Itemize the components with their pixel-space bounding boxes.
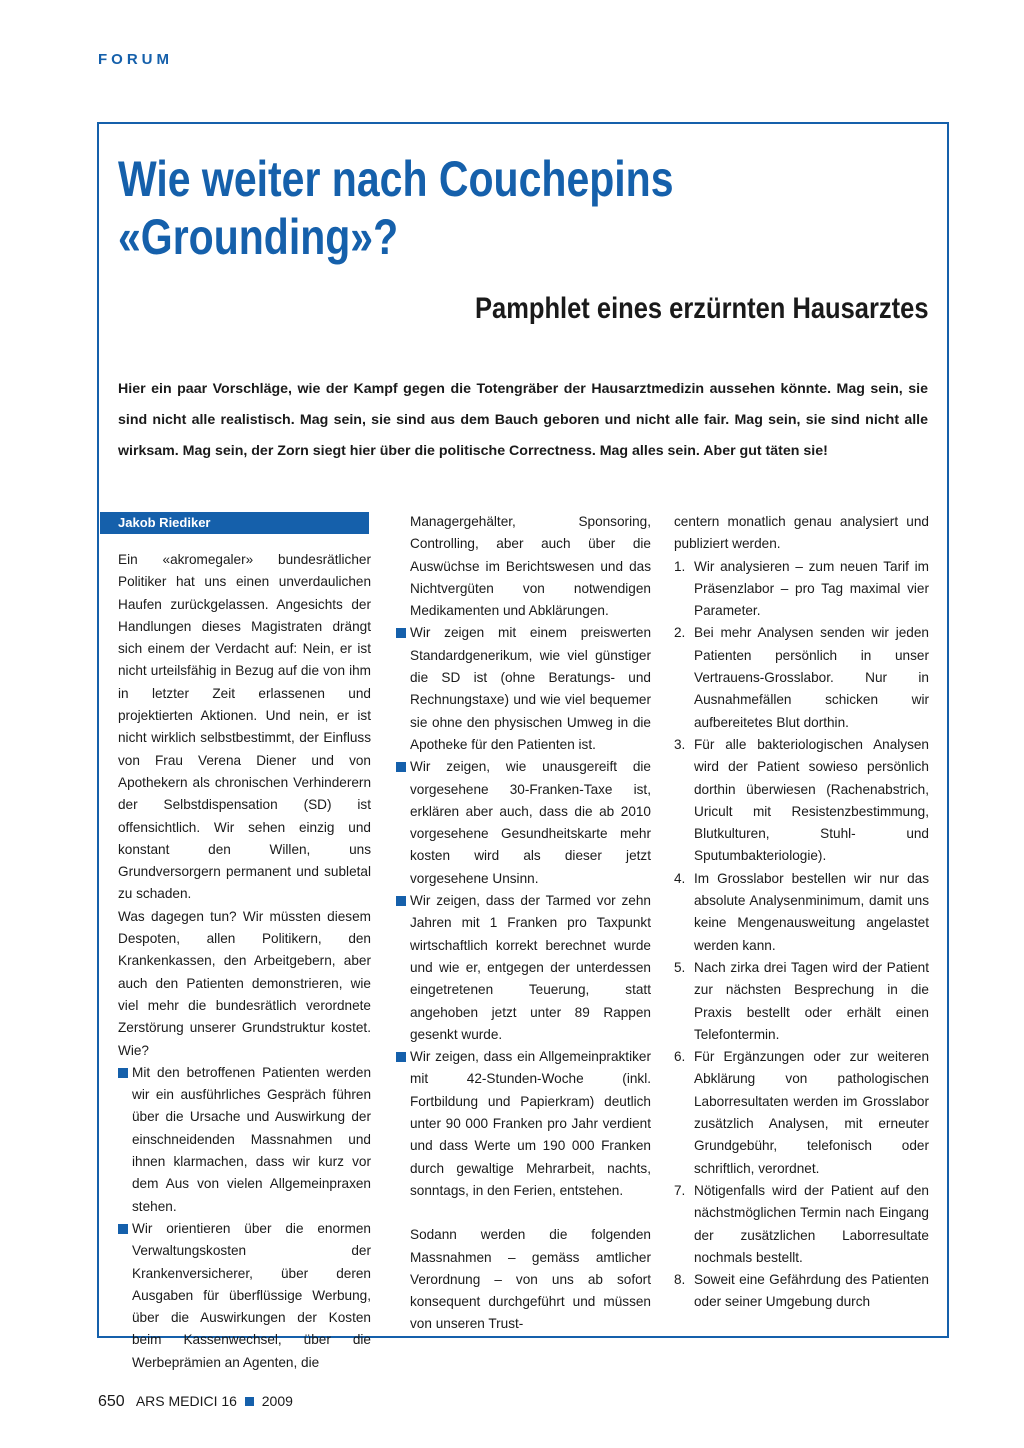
item-number: 4. (674, 870, 686, 886)
journal-name: ARS MEDICI 16 (135, 1393, 237, 1409)
item-text: Bei mehr Analysen senden wir jeden Patienten persönlich in unser Vertrauens-Grosslabor. Nur in Ausnahmefällen schicken wir aufbereitetes Blut dorthin. (694, 625, 929, 730)
column-3 (674, 511, 929, 1314)
column-2 (410, 511, 651, 1336)
numbered-item (674, 1269, 929, 1314)
bullet-text: Wir orientieren über die enormen Verwaltungskosten der Krankenversicherer, über deren Ausgaben für überflüssige Werbung, über die Auswirkungen der Kosten beim Kassenwechsel, über die Werbeprämien an Agenten, die (132, 1220, 371, 1370)
column-1 (118, 549, 371, 1374)
article-subtitle: Pamphlet eines erzürnten Hausarztes (475, 292, 929, 325)
item-number: 6. (674, 1049, 686, 1065)
numbered-item (674, 1046, 929, 1180)
bullet-text: Wir zeigen, dass ein Allgemeinpraktiker mit 42-Stunden-Woche (inkl. Fortbildung und Papierkram) deutlich unter 90 000 Franken pro Jahr verdient und dass Werte um 190 000 Franken durch gewaltige Mehrarbeit, nachts, sonntags, in den Ferien, entstehen. (410, 1049, 651, 1198)
bullet-square-icon (396, 628, 406, 638)
item-number: 1. (674, 558, 686, 574)
item-number: 5. (674, 959, 686, 975)
item-text: Soweit eine Gefährdung des Patienten oder seiner Umgebung durch (694, 1272, 929, 1310)
section-label: FORUM (98, 51, 173, 68)
numbered-item (674, 556, 929, 623)
item-text: Wir analysieren – zum neuen Tarif im Präsenzlabor – pro Tag maximal vier Parameter. (694, 558, 929, 619)
bullet-item (118, 1218, 371, 1374)
paragraph: Was dagegen tun? Wir müssten diesem Despoten, allen Politikern, den Krankenkassen, den Arbeitgebern, aber auch den Patienten demonstrieren, wie viel mehr die bundesrätlich verordnete Zerstörung unserer Grundstruktur kostet. Wie? (118, 908, 371, 1058)
paragraph: Sodann werden die folgenden Massnahmen – gemäss amtlicher Verordnung – von uns ab sofort konsequent durchgeführt und müssen von unseren Trust- (410, 1227, 651, 1332)
numbered-item (674, 734, 929, 868)
journal-year: 2009 (261, 1393, 293, 1409)
article-title: Wie weiter nach Couchepins «Grounding»? (118, 151, 674, 265)
separator-square-icon (245, 1397, 254, 1406)
page-number: 650 (98, 1393, 125, 1410)
numbered-item (674, 957, 929, 1046)
bullet-item (118, 1062, 371, 1218)
bullet-square-icon (396, 762, 406, 772)
item-text: Im Grosslabor bestellen wir nur das absolute Analysenminimum, damit uns keine Mengenausweitung angelastet werden kann. (694, 870, 929, 953)
bullet-text: Mit den betroffenen Patienten werden wir ein ausführliches Gespräch führen über die Ursache und Auswirkung der einschneidenden Massnahmen und ihnen klarmachen, dass wir kurz vor dem Aus von vielen Allgemeinpraxen stehen. (132, 1064, 371, 1214)
item-number: 8. (674, 1272, 686, 1288)
paragraph: Ein «akromegaler» bundesrätlicher Politiker hat uns einen unverdaulichen Haufen zurückgelassen. Angesichts der Handlungen dieses Magistraten drängt sich einem der Verdacht auf: Nein, er ist nicht urteilsfähig in Bezug auf die von ihm in letzter Zeit erlassenen und projektierten Aktionen. Und nein, er ist nicht wirklich selbstbestimmt, der Einfluss von Frau Verena Diener und von Apothekern als chronischen Verhinderern der Selbstdispensation (SD) ist offensichtlich. Wir sehen einzig und konstant den Willen, uns Grundversorgern permanent und subletal zu schaden. (118, 552, 371, 902)
bullet-item (396, 890, 651, 1046)
numbered-item (674, 1180, 929, 1269)
item-number: 7. (674, 1182, 686, 1198)
item-number: 3. (674, 736, 686, 752)
page-footer (98, 1393, 293, 1411)
bullet-item (396, 622, 651, 756)
paragraph: Managergehälter, Sponsoring, Controlling, aber auch über die Auswüchse im Berichtswesen und das Nichtvergüten von notwendigen Medikamenten und Abklärungen. (410, 514, 651, 619)
item-text: Nach zirka drei Tagen wird der Patient zur nächsten Besprechung in die Praxis bestellt oder erhält einen Telefontermin. (694, 959, 929, 1042)
numbered-item (674, 868, 929, 957)
bullet-item (396, 756, 651, 890)
bullet-text: Wir zeigen, wie unausgereift die vorgesehene 30-Franken-Taxe ist, erklären aber auch, dass die ab 2010 vorgesehene Gesundheitskarte mehr kosten wird als dieser jetzt vorgesehene Unsinn. (410, 759, 651, 886)
numbered-item (674, 622, 929, 733)
bullet-item (396, 1046, 651, 1202)
lead-paragraph: Hier ein paar Vorschläge, wie der Kampf gegen die Totengräber der Hausarztmedizin aussehen könnte. Mag sein, sie sind nicht alle realistisch. Mag sein, sie sind aus dem Bauch geboren und nicht alle fair. Mag sein, sie sind nicht alle wirksam. Mag sein, der Zorn siegt hier über die politische Correctness. Mag alles sein. Aber gut täten sie! (118, 381, 928, 459)
item-text: Für Ergänzungen oder zur weiteren Abklärung von pathologischen Laborresultaten werden im Grosslabor zusätzlich Analysen, mit erneuter Grundgebühr, telefonisch oder schriftlich, verordnet. (694, 1049, 929, 1176)
bullet-text: Wir zeigen mit einem preiswerten Standardgenerikum, wie viel günstiger die SD ist (ohne Beratungs- und Rechnungstaxe) und wie viel bequemer sie ohne den physischen Umweg in die Apotheke für den Patienten ist. (410, 625, 651, 752)
item-number: 2. (674, 625, 686, 641)
bullet-square-icon (118, 1068, 128, 1078)
author-name: Jakob Riediker (118, 515, 211, 530)
bullet-square-icon (396, 1052, 406, 1062)
item-text: Nötigenfalls wird der Patient auf den nächstmöglichen Termin nach Eingang der zusätzlichen Laborresultate nochmals bestellt. (694, 1182, 929, 1265)
bullet-text: Wir zeigen, dass der Tarmed vor zehn Jahren mit 1 Franken pro Taxpunkt wirtschaftlich korrekt berechnet wurde und wie er, entgegen der unterdessen eingetretenen Teuerung, statt angehoben jetzt unter 89 Rappen gesenkt wurde. (410, 893, 651, 1042)
bullet-square-icon (396, 896, 406, 906)
paragraph: centern monatlich genau analysiert und publiziert werden. (674, 514, 929, 552)
bullet-square-icon (118, 1224, 128, 1234)
item-text: Für alle bakteriologischen Analysen wird der Patient sowieso persönlich dorthin überwiesen (Rachenabstrich, Uricult mit Resistenzbestimmung, Blutkulturen, Stuhl- und Sputumbakteriologie). (694, 736, 929, 864)
